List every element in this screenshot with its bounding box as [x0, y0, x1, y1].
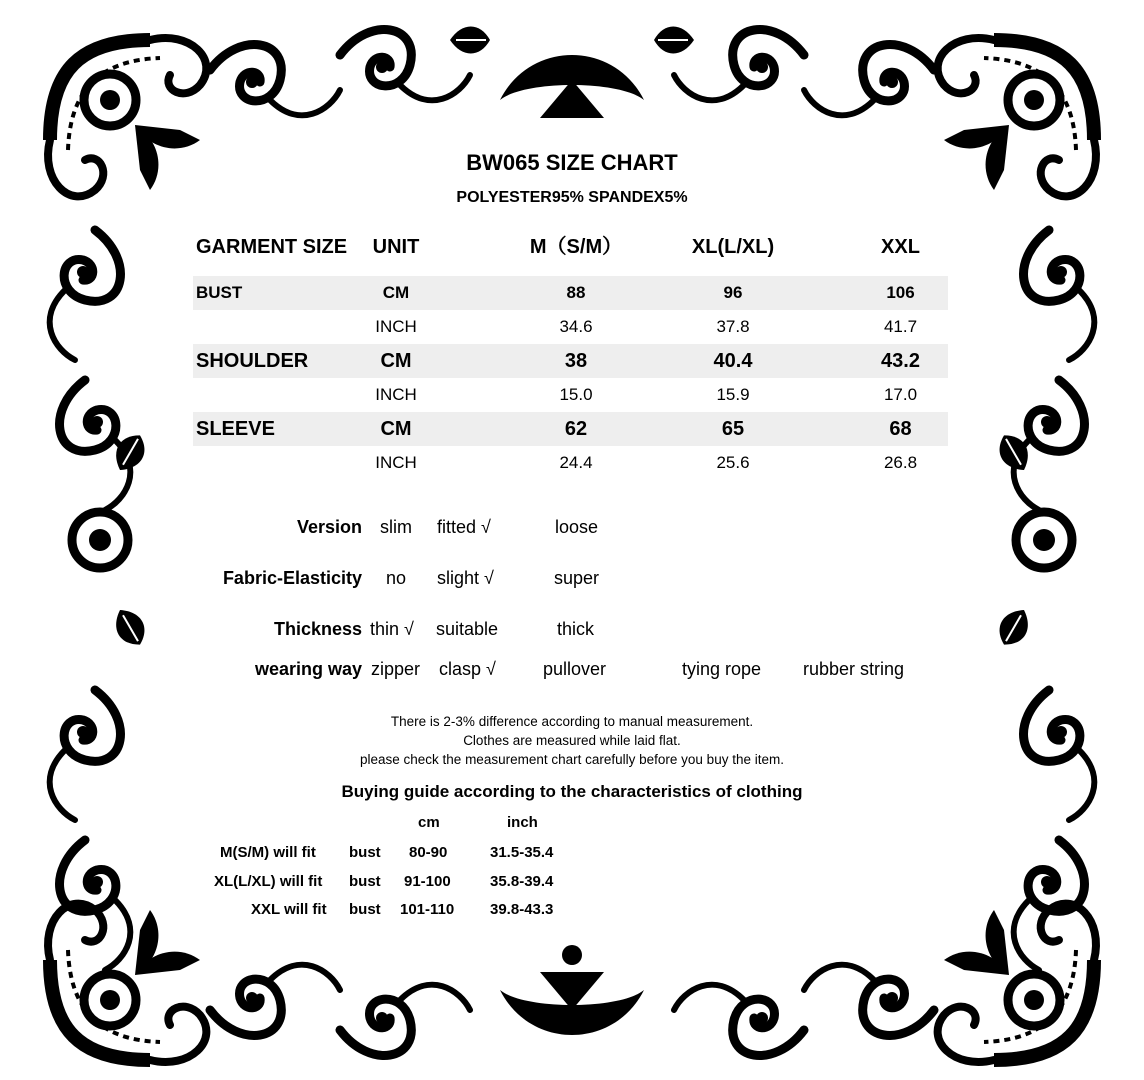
size-table: [193, 228, 948, 480]
cell-value: 25.6: [716, 453, 750, 472]
version-option: slim: [380, 517, 412, 537]
wearing-way-option: rubber string: [803, 659, 905, 679]
cell-value: 15.0: [559, 385, 593, 404]
header-size-xxl: XXL: [881, 236, 920, 258]
wearing-way-option: clasp √: [439, 659, 496, 679]
table-row: [193, 276, 948, 310]
wearing-way-option: zipper: [371, 659, 421, 679]
cell-value: 15.9: [716, 385, 750, 404]
guide-size: M(S/M) will fit: [220, 844, 316, 861]
version-option: loose: [555, 517, 599, 537]
cell-value: 41.7: [883, 317, 918, 336]
elasticity-option: super: [554, 568, 600, 588]
row-unit: INCH: [375, 385, 417, 404]
guide-size: XL(L/XL) will fit: [214, 873, 323, 890]
header-garment-size: GARMENT SIZE: [196, 236, 348, 258]
note-line: Clothes are measured while laid flat.: [463, 733, 681, 748]
row-unit: CM: [380, 350, 412, 372]
guide-inch: 31.5-35.4: [490, 844, 554, 861]
wearing-way-option: pullover: [543, 659, 607, 679]
row-unit: INCH: [375, 317, 417, 336]
table-row: [193, 378, 948, 412]
cell-value: 96: [723, 283, 743, 302]
version-label: Version: [296, 517, 362, 537]
guide-cm: 91-100: [404, 873, 451, 890]
table-row: [193, 412, 948, 446]
cell-value: 106: [886, 283, 915, 302]
cell-value: 24.4: [559, 453, 593, 472]
note-line: There is 2-3% difference according to manual measurement.: [390, 714, 754, 729]
header-size-m: M（S/M）: [529, 236, 623, 258]
buying-guide-title: Buying guide according to the characteristics of clothing: [341, 782, 803, 801]
row-unit: CM: [380, 418, 412, 440]
guide-part: bust: [349, 873, 381, 890]
cell-value: 40.4: [713, 350, 753, 372]
version-option: fitted √: [437, 517, 491, 537]
measurement-notes: [0, 712, 1144, 769]
cell-value: 37.8: [716, 317, 750, 336]
thickness-label: Thickness: [273, 619, 362, 639]
cell-value: 34.6: [559, 317, 593, 336]
guide-part: bust: [349, 901, 381, 918]
wearing-way-label: wearing way: [254, 659, 362, 679]
elasticity-option: no: [386, 568, 407, 588]
row-unit: CM: [382, 283, 410, 302]
row-label: SHOULDER: [196, 350, 309, 372]
thickness-option: suitable: [436, 619, 499, 639]
elasticity-label: Fabric-Elasticity: [222, 568, 362, 588]
guide-inch: 35.8-39.4: [490, 873, 554, 890]
guide-part: bust: [349, 844, 381, 861]
guide-cm: 101-110: [400, 901, 455, 918]
row-label: BUST: [196, 283, 243, 302]
table-header-row: [193, 228, 948, 276]
chart-title: BW065 SIZE CHART: [466, 150, 678, 175]
guide-inch: 39.8-43.3: [490, 901, 554, 918]
guide-unit-cm: cm: [418, 814, 440, 831]
guide-cm: 80-90: [409, 844, 448, 861]
guide-unit-inch: inch: [507, 814, 538, 831]
row-label: SLEEVE: [196, 418, 275, 440]
elasticity-option: slight √: [437, 568, 494, 588]
thickness-option: thin √: [370, 619, 414, 639]
row-unit: INCH: [375, 453, 417, 472]
thickness-option: thick: [557, 619, 595, 639]
wearing-way-option: tying rope: [682, 659, 762, 679]
cell-value: 68: [889, 418, 912, 440]
cell-value: 17.0: [883, 385, 918, 404]
table-row: [193, 344, 948, 378]
fabric-composition: POLYESTER95% SPANDEX5%: [456, 189, 688, 206]
cell-value: 43.2: [881, 350, 920, 372]
cell-value: 88: [566, 283, 586, 302]
table-row: [193, 446, 948, 480]
cell-value: 38: [564, 350, 588, 372]
header-size-xl: XL(L/XL): [691, 236, 775, 258]
table-row: [193, 310, 948, 344]
note-line: please check the measurement chart carefully before you buy the item.: [360, 752, 784, 767]
cell-value: 26.8: [883, 453, 918, 472]
cell-value: 62: [564, 418, 588, 440]
guide-size: XXL will fit: [251, 901, 327, 918]
header-unit: UNIT: [372, 236, 420, 258]
cell-value: 65: [721, 418, 745, 440]
